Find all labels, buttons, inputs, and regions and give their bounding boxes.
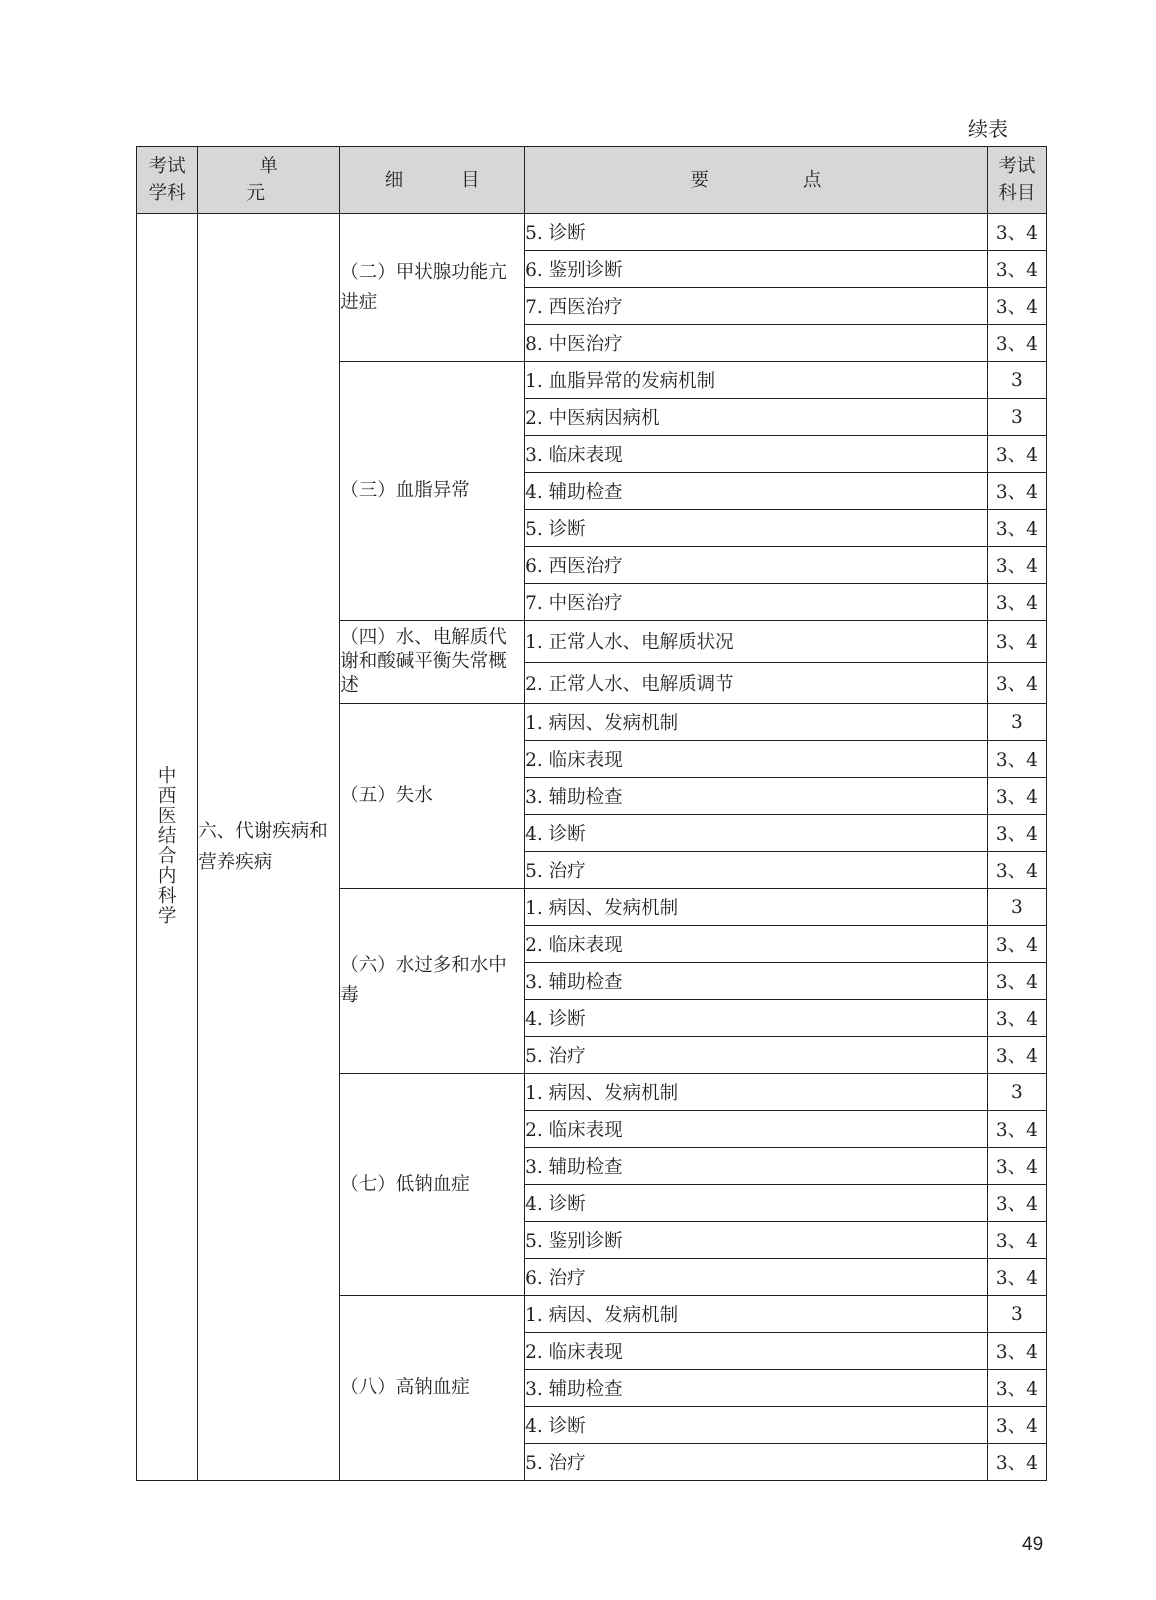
point-cell: 5. 鉴别诊断 — [525, 1222, 988, 1259]
exam-subject-cell: 3、4 — [987, 1333, 1046, 1370]
exam-subject-cell: 3 — [987, 704, 1046, 741]
point-cell: 5. 诊断 — [525, 510, 988, 547]
exam-subject-cell: 3 — [987, 362, 1046, 399]
exam-subject-cell: 3、4 — [987, 1185, 1046, 1222]
header-point: 要 点 — [525, 147, 988, 214]
exam-subject-cell: 3、4 — [987, 778, 1046, 815]
exam-subject-cell: 3、4 — [987, 621, 1046, 663]
header-item: 细 目 — [340, 147, 525, 214]
point-cell: 2. 临床表现 — [525, 741, 988, 778]
page-number: 49 — [1022, 1534, 1044, 1555]
item-cell: （二）甲状腺功能亢进症 — [340, 214, 525, 362]
point-cell: 4. 诊断 — [525, 1185, 988, 1222]
point-cell: 6. 鉴别诊断 — [525, 251, 988, 288]
exam-subject-cell: 3、4 — [987, 1148, 1046, 1185]
point-cell: 1. 正常人水、电解质状况 — [525, 621, 988, 663]
point-cell: 2. 临床表现 — [525, 1333, 988, 1370]
exam-subject-cell: 3、4 — [987, 852, 1046, 889]
point-cell: 4. 诊断 — [525, 1407, 988, 1444]
unit-cell: 六、代谢疾病和营养疾病 — [198, 214, 340, 1481]
point-cell: 1. 病因、发病机制 — [525, 704, 988, 741]
point-cell: 7. 中医治疗 — [525, 584, 988, 621]
exam-subject-cell: 3、4 — [987, 1444, 1046, 1481]
point-cell: 2. 临床表现 — [525, 1111, 988, 1148]
exam-subject-cell: 3、4 — [987, 1222, 1046, 1259]
exam-subject-cell: 3、4 — [987, 288, 1046, 325]
point-cell: 4. 辅助检查 — [525, 473, 988, 510]
exam-subject-cell: 3 — [987, 1296, 1046, 1333]
point-cell: 5. 诊断 — [525, 214, 988, 251]
point-cell: 1. 病因、发病机制 — [525, 1296, 988, 1333]
point-cell: 4. 诊断 — [525, 815, 988, 852]
exam-subject-cell: 3、4 — [987, 251, 1046, 288]
point-cell: 2. 正常人水、电解质调节 — [525, 662, 988, 704]
point-cell: 1. 病因、发病机制 — [525, 1074, 988, 1111]
header-unit: 单 元 — [198, 147, 340, 214]
exam-subject-cell: 3、4 — [987, 584, 1046, 621]
point-cell: 5. 治疗 — [525, 1444, 988, 1481]
item-cell: （五）失水 — [340, 704, 525, 889]
point-cell: 8. 中医治疗 — [525, 325, 988, 362]
item-cell: （七）低钠血症 — [340, 1074, 525, 1296]
header-exam: 考试科目 — [987, 147, 1046, 214]
point-cell: 3. 辅助检查 — [525, 1148, 988, 1185]
item-cell: （三）血脂异常 — [340, 362, 525, 621]
syllabus-table — [136, 146, 1047, 1481]
exam-subject-cell: 3、4 — [987, 1037, 1046, 1074]
exam-subject-cell: 3、4 — [987, 741, 1046, 778]
point-cell: 3. 辅助检查 — [525, 963, 988, 1000]
item-cell: （六）水过多和水中毒 — [340, 889, 525, 1074]
table-row — [137, 214, 1047, 251]
point-cell: 3. 临床表现 — [525, 436, 988, 473]
point-cell: 1. 病因、发病机制 — [525, 889, 988, 926]
point-cell: 7. 西医治疗 — [525, 288, 988, 325]
exam-subject-cell: 3 — [987, 399, 1046, 436]
item-cell: （八）高钠血症 — [340, 1296, 525, 1481]
table-body — [137, 214, 1047, 1481]
exam-subject-cell: 3、4 — [987, 815, 1046, 852]
point-cell: 6. 治疗 — [525, 1259, 988, 1296]
exam-subject-cell: 3、4 — [987, 510, 1046, 547]
exam-subject-cell: 3、4 — [987, 926, 1046, 963]
continued-label: 续表 — [968, 117, 1008, 141]
exam-subject-cell: 3、4 — [987, 1370, 1046, 1407]
table-header-row — [137, 147, 1047, 214]
point-cell: 4. 诊断 — [525, 1000, 988, 1037]
exam-subject-cell: 3 — [987, 889, 1046, 926]
point-cell: 6. 西医治疗 — [525, 547, 988, 584]
exam-subject-cell: 3、4 — [987, 1000, 1046, 1037]
exam-subject-cell: 3、4 — [987, 325, 1046, 362]
point-cell: 5. 治疗 — [525, 852, 988, 889]
exam-subject-cell: 3、4 — [987, 547, 1046, 584]
point-cell: 2. 临床表现 — [525, 926, 988, 963]
exam-subject-cell: 3、4 — [987, 1111, 1046, 1148]
point-cell: 3. 辅助检查 — [525, 1370, 988, 1407]
item-cell: （四）水、电解质代谢和酸碱平衡失常概述 — [340, 621, 525, 704]
exam-subject-cell: 3、4 — [987, 1259, 1046, 1296]
point-cell: 5. 治疗 — [525, 1037, 988, 1074]
exam-subject-cell: 3、4 — [987, 963, 1046, 1000]
exam-subject-cell: 3、4 — [987, 436, 1046, 473]
exam-subject-cell: 3、4 — [987, 473, 1046, 510]
exam-subject-cell: 3、4 — [987, 214, 1046, 251]
exam-subject-cell: 3、4 — [987, 662, 1046, 704]
point-cell: 3. 辅助检查 — [525, 778, 988, 815]
subject-cell: 中西医结合内科学 — [137, 214, 198, 1481]
point-cell: 2. 中医病因病机 — [525, 399, 988, 436]
point-cell: 1. 血脂异常的发病机制 — [525, 362, 988, 399]
exam-subject-cell: 3、4 — [987, 1407, 1046, 1444]
header-subject: 考试学科 — [137, 147, 198, 214]
exam-subject-cell: 3 — [987, 1074, 1046, 1111]
